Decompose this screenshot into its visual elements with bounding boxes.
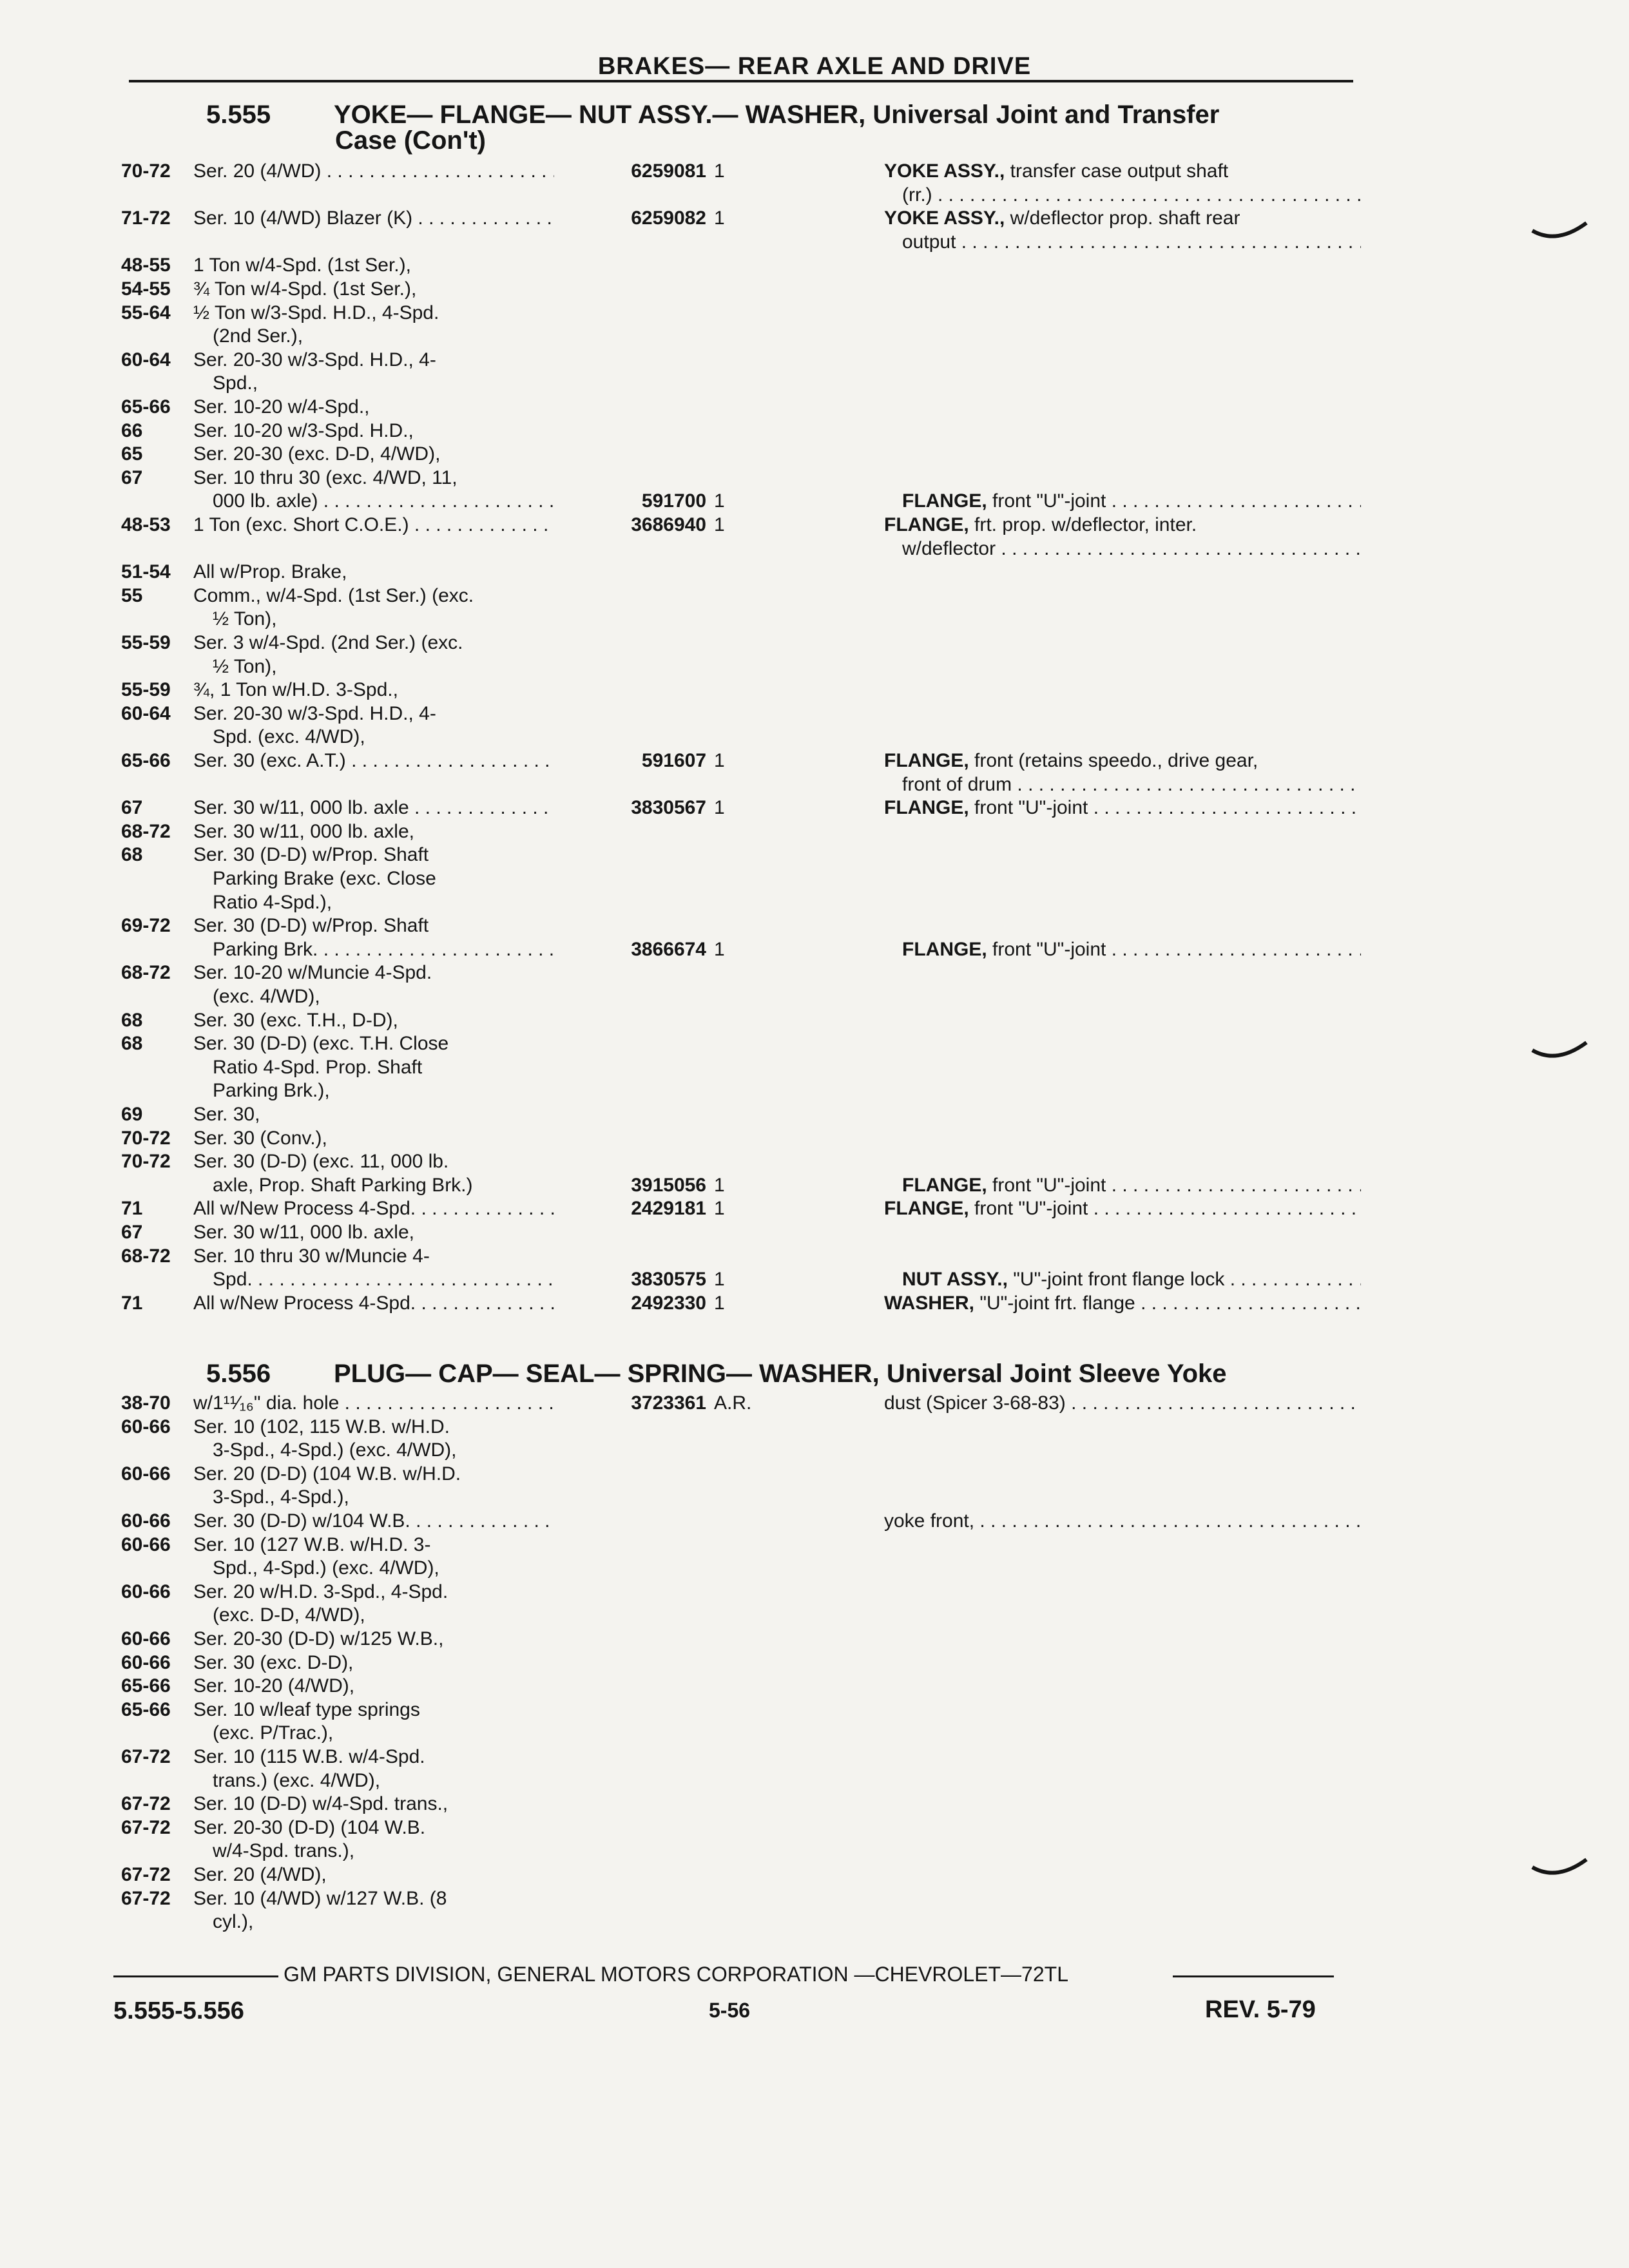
part-number: 2429181 <box>631 1198 706 1220</box>
part-number: 6259081 <box>631 160 706 182</box>
model-years: 38-70 <box>121 1392 171 1414</box>
application-description: Ser. 3 w/4-Spd. (2nd Ser.) (exc. <box>193 632 463 653</box>
model-years: 68 <box>121 1009 143 1031</box>
section-555-number: 5.555 <box>206 101 271 129</box>
model-years: 60-66 <box>121 1510 171 1532</box>
part-number: 3830575 <box>631 1269 706 1291</box>
application-description: All w/New Process 4-Spd. . . . <box>193 1197 554 1220</box>
model-years: 69-72 <box>121 915 171 937</box>
part-name: FLANGE, <box>902 938 987 960</box>
part-name: WASHER, <box>884 1292 975 1314</box>
model-years: 67-72 <box>121 1816 171 1838</box>
section-556-heading <box>206 1361 1227 1387</box>
model-years: 60-64 <box>121 702 171 724</box>
part-description <box>902 1268 1361 1291</box>
application-description: Ser. 20 (4/WD), <box>193 1864 327 1885</box>
part-name: YOKE ASSY., <box>884 160 1005 182</box>
part-number: 3866674 <box>631 938 706 960</box>
model-years: 67-72 <box>121 1864 171 1885</box>
footer-rule-right <box>1173 1975 1334 1977</box>
part-description <box>884 796 1361 820</box>
part-detail: dust (Spicer 3-68-83) <box>884 1392 1066 1414</box>
model-years: 71-72 <box>121 207 171 229</box>
application-description: Ser. 10 (115 W.B. w/4-Spd. <box>193 1746 425 1767</box>
part-detail: front "U"-joint <box>987 1174 1106 1196</box>
part-name: FLANGE, <box>884 750 969 771</box>
application-description: Parking Brk. . . . <box>213 938 554 961</box>
quantity: 1 <box>714 207 725 229</box>
binding-hole-mark-3 <box>1531 1856 1589 1881</box>
part-name: FLANGE, <box>884 1198 969 1220</box>
part-description <box>902 1174 1361 1197</box>
part-description <box>884 1292 1361 1315</box>
application-description: (exc. 4/WD), <box>213 986 320 1007</box>
application-description: (exc. D-D, 4/WD), <box>213 1604 365 1626</box>
application-description: Ser. 10 thru 30 w/Muncie 4- <box>193 1245 430 1267</box>
part-name: NUT ASSY., <box>902 1269 1008 1291</box>
application-description: All w/Prop. Brake, <box>193 561 347 583</box>
quantity: 1 <box>714 1269 725 1291</box>
part-detail: front "U"-joint <box>987 490 1106 512</box>
application-description: w/1¹¹⁄₁₆" dia. hole . . . <box>193 1392 554 1415</box>
model-years: 60-66 <box>121 1628 171 1649</box>
model-years: 68 <box>121 844 143 866</box>
application-description: Ser. 20 (4/WD) . . . <box>193 160 554 183</box>
application-description: Ser. 10 w/leaf type springs <box>193 1698 420 1720</box>
part-description <box>902 231 1361 254</box>
model-years: 60-66 <box>121 1581 171 1602</box>
application-description: Spd. . . . <box>213 1268 554 1291</box>
model-years: 65-66 <box>121 750 171 771</box>
model-years: 68 <box>121 1033 143 1055</box>
application-description: Spd., <box>213 372 258 394</box>
model-years: 51-54 <box>121 561 171 583</box>
application-description: w/4-Spd. trans.), <box>213 1840 355 1862</box>
application-description: Ser. 10-20 w/3-Spd. H.D., <box>193 419 414 441</box>
part-name: FLANGE, <box>902 490 987 512</box>
section-555-heading <box>206 102 1219 128</box>
part-number: 3915056 <box>631 1174 706 1196</box>
part-number: 3830567 <box>631 797 706 819</box>
model-years: 70-72 <box>121 1127 171 1149</box>
part-description <box>884 207 1361 230</box>
application-description: trans.) (exc. 4/WD), <box>213 1769 381 1791</box>
model-years: 66 <box>121 419 143 441</box>
part-detail: w/deflector prop. shaft rear <box>1005 207 1240 229</box>
application-description: Ser. 20-30 w/3-Spd. H.D., 4- <box>193 349 436 370</box>
part-description <box>902 490 1361 513</box>
application-description: Ser. 10 (127 W.B. w/H.D. 3- <box>193 1533 431 1555</box>
footer-page-number: 5-56 <box>709 1999 751 2022</box>
part-description <box>884 1197 1361 1220</box>
application-description: Ser. 10 (4/WD) w/127 W.B. (8 <box>193 1887 447 1909</box>
part-detail: front (retains speedo., drive gear, <box>969 750 1258 771</box>
footer-publisher: GM PARTS DIVISION, GENERAL MOTORS CORPORATION —CHEVROLET—72TL <box>284 1963 1068 1986</box>
part-description <box>884 514 1361 537</box>
quantity: 1 <box>714 514 725 535</box>
model-years: 55-59 <box>121 679 171 701</box>
application-description: axle, Prop. Shaft Parking Brk.) <box>213 1174 473 1196</box>
section-555-title-line2: Case (Con't) <box>335 126 486 155</box>
application-description: Ser. 30 (Conv.), <box>193 1127 327 1149</box>
model-years: 67 <box>121 466 143 488</box>
application-description: 3-Spd., 4-Spd.) (exc. 4/WD), <box>213 1439 457 1461</box>
application-description: ½ Ton), <box>213 655 277 677</box>
model-years: 65 <box>121 443 143 465</box>
part-description <box>902 184 1361 207</box>
quantity: A.R. <box>714 1392 752 1414</box>
application-description: Spd., 4-Spd.) (exc. 4/WD), <box>213 1557 439 1579</box>
application-description: All w/New Process 4-Spd. . . . <box>193 1292 554 1315</box>
part-description <box>884 160 1361 183</box>
footer-revision: REV. 5-79 <box>1205 1996 1316 2023</box>
model-years: 67 <box>121 1222 143 1243</box>
application-description: Ser. 30 (D-D) w/104 W.B. . . . <box>193 1510 554 1533</box>
part-number: 591700 <box>641 490 706 512</box>
application-description: Ratio 4-Spd. Prop. Shaft <box>213 1056 423 1078</box>
application-description: Ser. 20-30 (D-D) w/125 W.B., <box>193 1628 444 1649</box>
application-description: Ser. 10 (102, 115 W.B. w/H.D. <box>193 1416 450 1437</box>
part-detail: front "U"-joint <box>987 938 1106 960</box>
quantity: 1 <box>714 1292 725 1314</box>
application-description: Ser. 10 (4/WD) Blazer (K) . . . <box>193 207 554 230</box>
part-detail: frt. prop. w/deflector, inter. <box>969 514 1197 535</box>
application-description: ¾ Ton w/4-Spd. (1st Ser.), <box>193 278 417 300</box>
application-description: Ser. 20-30 (exc. D-D, 4/WD), <box>193 443 441 465</box>
part-name: FLANGE, <box>902 1174 987 1196</box>
model-years: 68-72 <box>121 1245 171 1267</box>
application-description: Ser. 10 (D-D) w/4-Spd. trans., <box>193 1793 448 1815</box>
application-description: Ser. 30 w/11, 000 lb. axle . . . <box>193 796 554 820</box>
model-years: 70-72 <box>121 160 171 182</box>
application-description: ¾, 1 Ton w/H.D. 3-Spd., <box>193 679 398 701</box>
footer-section-range: 5.555-5.556 <box>113 1997 244 2024</box>
model-years: 67 <box>121 797 143 819</box>
model-years: 65-66 <box>121 1675 171 1697</box>
part-detail: front of drum <box>902 773 1012 795</box>
quantity: 1 <box>714 750 725 771</box>
application-description: Ser. 10 thru 30 (exc. 4/WD, 11, <box>193 466 458 488</box>
quantity: 1 <box>714 938 725 960</box>
application-description: 1 Ton (exc. Short C.O.E.) . . . <box>193 514 554 537</box>
part-number: 3686940 <box>631 514 706 535</box>
part-detail: output <box>902 231 956 253</box>
page-header-title: BRAKES— REAR AXLE AND DRIVE <box>597 53 1032 80</box>
part-description <box>884 1510 1361 1533</box>
part-detail: front "U"-joint <box>969 797 1088 819</box>
quantity: 1 <box>714 160 725 182</box>
application-description: Ser. 30 w/11, 000 lb. axle, <box>193 1222 414 1243</box>
part-description <box>884 1392 1361 1415</box>
application-description: Spd. (exc. 4/WD), <box>213 726 365 748</box>
part-name: FLANGE, <box>884 514 969 535</box>
application-description: Ser. 30 (exc. D-D), <box>193 1651 354 1673</box>
binding-hole-mark-1 <box>1531 219 1589 245</box>
application-description: 3-Spd., 4-Spd.), <box>213 1486 349 1508</box>
application-description: cyl.), <box>213 1911 254 1933</box>
part-detail: yoke front, <box>884 1510 975 1532</box>
part-number: 6259082 <box>631 207 706 229</box>
model-years: 69 <box>121 1104 143 1125</box>
quantity: 1 <box>714 490 725 512</box>
model-years: 55-64 <box>121 302 171 323</box>
part-name: YOKE ASSY., <box>884 207 1005 229</box>
model-years: 55-59 <box>121 632 171 653</box>
model-years: 60-64 <box>121 349 171 370</box>
application-description: Ser. 10-20 w/4-Spd., <box>193 396 370 418</box>
model-years: 48-55 <box>121 255 171 276</box>
model-years: 68-72 <box>121 962 171 984</box>
application-description: (exc. P/Trac.), <box>213 1722 334 1744</box>
model-years: 48-53 <box>121 514 171 535</box>
model-years: 71 <box>121 1198 143 1220</box>
model-years: 65-66 <box>121 1698 171 1720</box>
application-description: Ser. 30 (D-D) (exc. T.H. Close <box>193 1033 449 1055</box>
part-detail: "U"-joint front flange lock <box>1007 1269 1225 1291</box>
part-detail: "U"-joint frt. flange <box>974 1292 1135 1314</box>
part-detail: front "U"-joint <box>969 1198 1088 1220</box>
part-name: FLANGE, <box>884 797 969 819</box>
section-556-title: PLUG— CAP— SEAL— SPRING— WASHER, Universal Joint Sleeve Yoke <box>334 1360 1227 1388</box>
application-description: Comm., w/4-Spd. (1st Ser.) (exc. <box>193 584 474 606</box>
application-description: Parking Brake (exc. Close <box>213 868 436 889</box>
section-555-title-line1: YOKE— FLANGE— NUT ASSY.— WASHER, Universal Joint and Transfer <box>334 101 1220 129</box>
model-years: 60-66 <box>121 1651 171 1673</box>
part-description <box>884 749 1361 773</box>
application-description: Ser. 30 (D-D) (exc. 11, 000 lb. <box>193 1151 449 1173</box>
application-description: Ser. 30 (exc. A.T.) . . . <box>193 749 554 773</box>
application-description: Ser. 30 (D-D) w/Prop. Shaft <box>193 844 429 866</box>
application-description: 000 lb. axle) . . . <box>213 490 554 513</box>
quantity: 1 <box>714 797 725 819</box>
model-years: 54-55 <box>121 278 171 300</box>
model-years: 70-72 <box>121 1151 171 1173</box>
application-description: Ser. 30, <box>193 1104 260 1125</box>
application-description: (2nd Ser.), <box>213 325 304 347</box>
model-years: 67-72 <box>121 1793 171 1815</box>
header-rule <box>129 80 1353 82</box>
application-description: Ser. 10-20 w/Muncie 4-Spd. <box>193 962 432 984</box>
application-description: 1 Ton w/4-Spd. (1st Ser.), <box>193 255 411 276</box>
application-description: ½ Ton w/3-Spd. H.D., 4-Spd. <box>193 302 439 323</box>
quantity: 1 <box>714 1198 725 1220</box>
model-years: 68-72 <box>121 820 171 842</box>
binding-hole-mark-2 <box>1531 1039 1589 1064</box>
part-number: 591607 <box>641 750 706 771</box>
part-detail: w/deflector <box>902 537 996 559</box>
application-description: Ser. 30 (D-D) w/Prop. Shaft <box>193 915 429 937</box>
part-number: 2492330 <box>631 1292 706 1314</box>
application-description: Ser. 10-20 (4/WD), <box>193 1675 355 1697</box>
part-detail: (rr.) <box>902 184 932 206</box>
model-years: 71 <box>121 1292 143 1314</box>
model-years: 60-66 <box>121 1463 171 1485</box>
application-description: Ratio 4-Spd.), <box>213 891 333 913</box>
model-years: 65-66 <box>121 396 171 418</box>
part-detail: transfer case output shaft <box>1005 160 1229 182</box>
section-556-number: 5.556 <box>206 1360 271 1388</box>
application-description: Ser. 30 (exc. T.H., D-D), <box>193 1009 398 1031</box>
model-years: 60-66 <box>121 1416 171 1437</box>
quantity: 1 <box>714 1174 725 1196</box>
footer-rule-left <box>113 1975 278 1977</box>
model-years: 60-66 <box>121 1533 171 1555</box>
application-description: ½ Ton), <box>213 608 277 630</box>
application-description: Ser. 20 (D-D) (104 W.B. w/H.D. <box>193 1463 461 1485</box>
application-description: Ser. 30 w/11, 000 lb. axle, <box>193 820 414 842</box>
application-description: Ser. 20-30 w/3-Spd. H.D., 4- <box>193 702 436 724</box>
model-years: 67-72 <box>121 1746 171 1767</box>
part-description <box>902 773 1361 796</box>
model-years: 55 <box>121 584 143 606</box>
application-description: Ser. 20-30 (D-D) (104 W.B. <box>193 1816 426 1838</box>
application-description: Ser. 20 w/H.D. 3-Spd., 4-Spd. <box>193 1581 448 1602</box>
part-number: 3723361 <box>631 1392 706 1414</box>
application-description: Parking Brk.), <box>213 1080 330 1102</box>
part-description <box>902 537 1361 561</box>
model-years: 67-72 <box>121 1887 171 1909</box>
part-description <box>902 938 1361 961</box>
